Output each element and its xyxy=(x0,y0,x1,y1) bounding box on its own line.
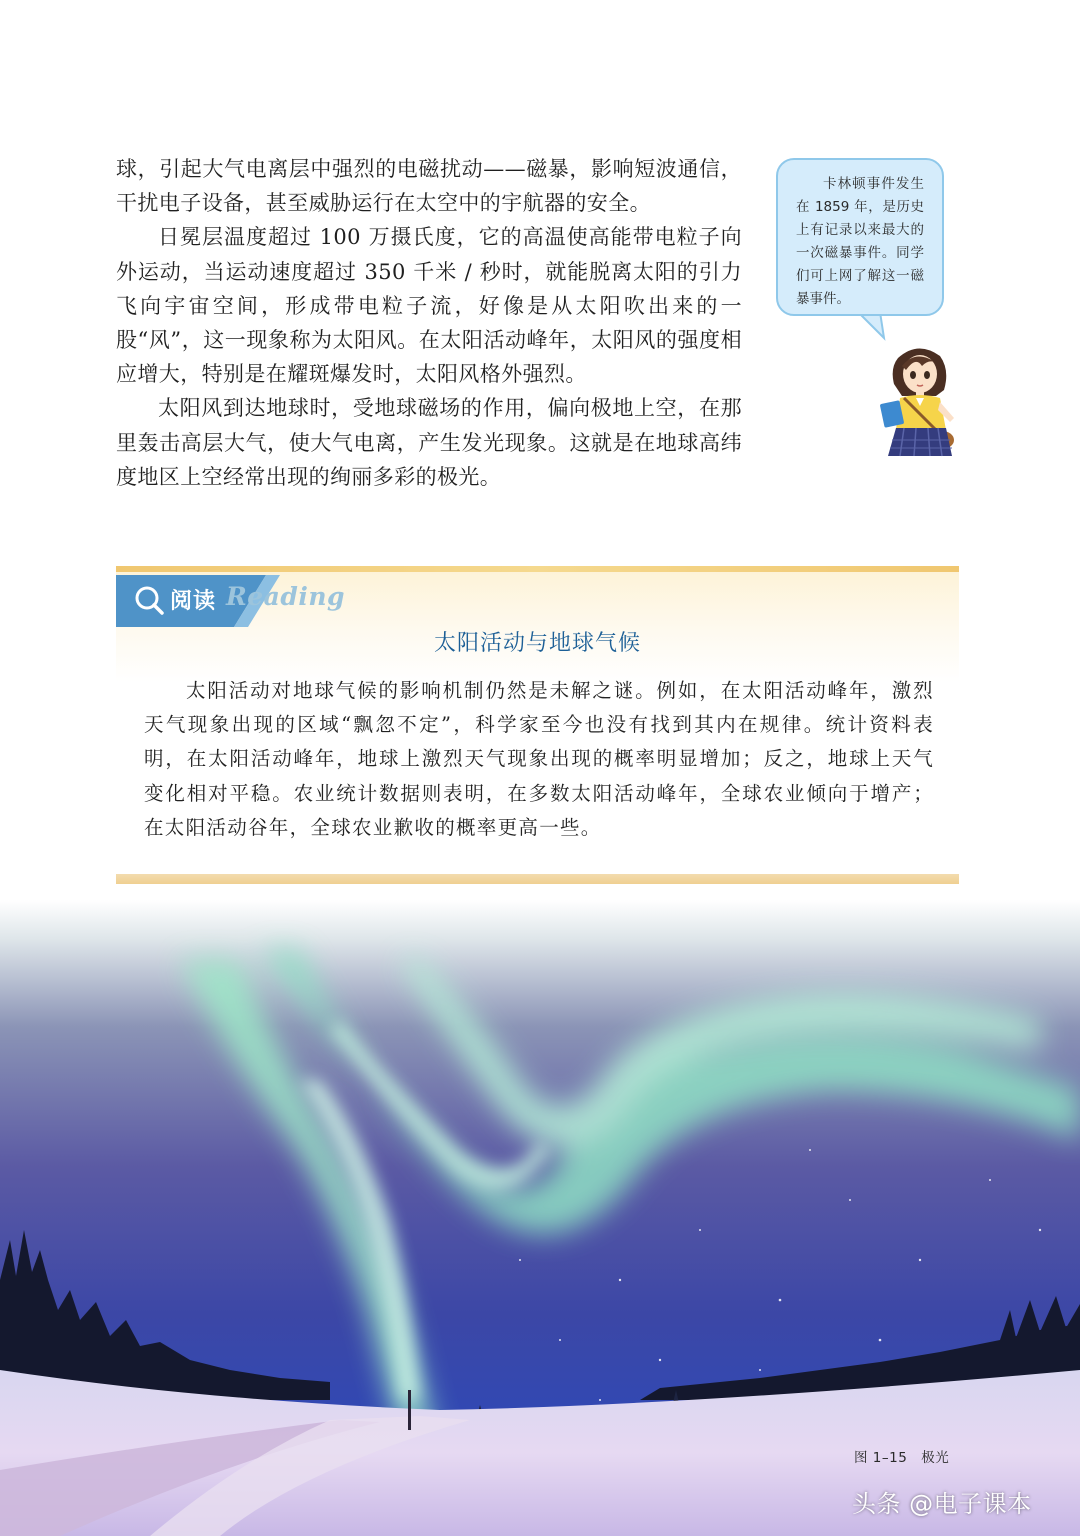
reading-box xyxy=(116,566,959,884)
reading-title: 太阳活动与地球气候 xyxy=(433,631,641,656)
reading-tag-label: 阅读 xyxy=(170,589,217,614)
student-illustration-icon xyxy=(876,344,962,468)
paragraph-2: 日冕层温度超过 100 万摄氏度，它的高温使高能带电粒子向外运动，当运动速度超过 350 千米 / 秒时，就能脱离太阳的引力飞向宇宙空间，形成带电粒子流，好像是从太阳吹出来的一股“风”，这一现象称为太阳风。在太阳活动峰年，太阳风的强度相应增大，特别是在耀斑爆发时，太阳风格外强烈。 xyxy=(116,225,742,387)
figure-caption: 图 1–15 极光 xyxy=(854,1450,950,1466)
watermark: 头条 @电子课本 xyxy=(852,1490,1032,1518)
paragraph-3: 太阳风到达地球时，受地球磁场的作用，偏向极地上空，在那里轰击高层大气，使大气电离，产生发光现象。这就是在地球高纬度地区上空经常出现的绚丽多彩的极光。 xyxy=(116,396,742,489)
reading-tag-script: Reading xyxy=(226,582,346,611)
aurora-photo xyxy=(0,900,1080,1536)
reading-body: 太阳活动对地球气候的影响机制仍然是未解之谜。例如，在太阳活动峰年，激烈天气现象出现的区域“飘忽不定”，科学家至今也没有找到其内在规律。统计资料表明，在太阳活动峰年，地球上激烈天气现象出现的概率明显增加；反之，地球上天气变化相对平稳。农业统计数据则表明，在多数太阳活动峰年，全球农业倾向于增产；在太阳活动谷年，全球农业歉收的概率更高一些。 xyxy=(144,679,934,839)
paragraph-1: 球，引起大气电离层中强烈的电磁扰动——磁暴，影响短波通信，干扰电子设备，甚至威胁运行在太空中的宇航器的安全。 xyxy=(116,157,742,216)
reading-bottom-rule xyxy=(116,874,959,884)
tip-bubble: 卡林顿事件发生在 1859 年，是历史上有记录以来最大的一次磁暴事件。同学们可上网了解这一磁暴事件。 xyxy=(776,158,944,316)
road-post xyxy=(408,1390,411,1430)
